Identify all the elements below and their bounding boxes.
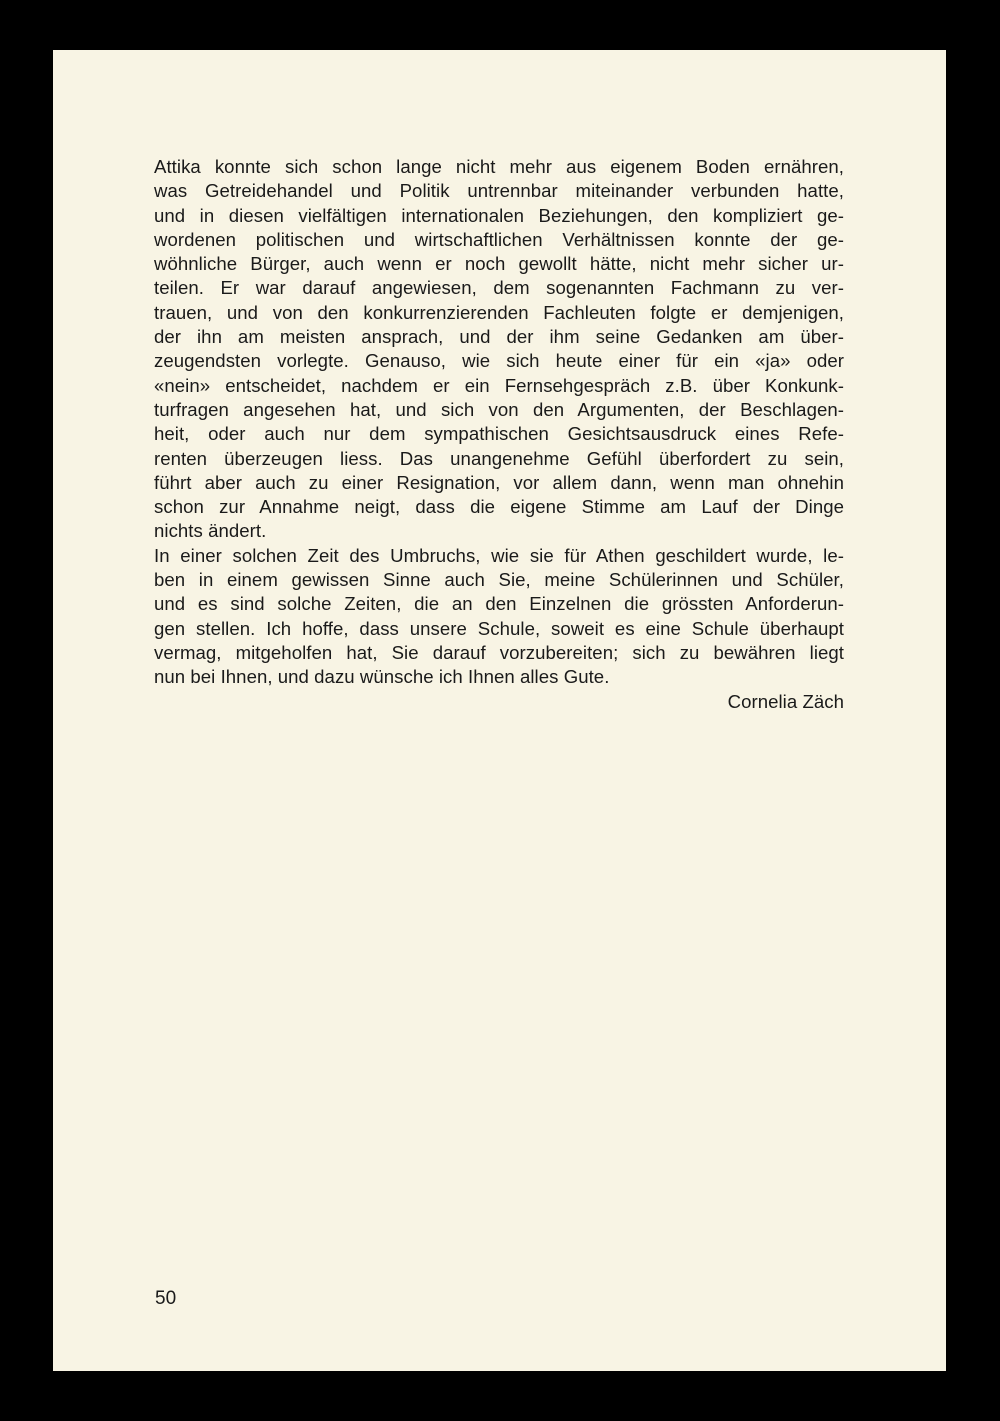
text-line: gen stellen. Ich hoffe, dass unsere Schule, soweit es eine Schule überhaupt (154, 617, 844, 639)
text-line: trauen, und von den konkurrenzierenden Fachleuten folgte er demjenigen, (154, 301, 844, 323)
text-line: ben in einem gewissen Sinne auch Sie, meine Schülerinnen und Schüler, (154, 569, 844, 591)
text-line: vermag, mitgeholfen hat, Sie darauf vorzubereiten; sich zu bewähren liegt (154, 641, 844, 663)
text-line: «nein» entscheidet, nachdem er ein Fernsehgespräch z.B. über Konkunk- (154, 374, 844, 396)
text-line: heit, oder auch nur dem sympathischen Gesichtsausdruck eines Refe- (154, 423, 844, 445)
text-line: teilen. Er war darauf angewiesen, dem sogenannten Fachmann zu ver- (154, 277, 844, 299)
page-number: 50 (155, 1288, 177, 1309)
text-line: nichts ändert. (154, 520, 267, 542)
letter-body (154, 155, 844, 714)
text-line: führt aber auch zu einer Resignation, vor allem dann, wenn man ohnehin (154, 471, 844, 493)
paragraph (154, 544, 844, 690)
text-line: schon zur Annahme neigt, dass die eigene Stimme am Lauf der Dinge (154, 496, 844, 518)
text-line: und es sind solche Zeiten, die an den Einzelnen die grössten Anforderun- (154, 593, 844, 615)
text-line: zeugendsten vorlegte. Genauso, wie sich heute einer für ein «ja» oder (154, 350, 844, 372)
text-line: wöhnliche Bürger, auch wenn er noch gewollt hätte, nicht mehr sicher ur- (154, 253, 844, 275)
text-line: In einer solchen Zeit des Umbruchs, wie sie für Athen geschildert wurde, le- (154, 544, 844, 566)
paragraph (154, 155, 844, 544)
text-line: turfragen angesehen hat, und sich von den Argumenten, der Beschlagen- (154, 398, 844, 420)
text-line: wordenen politischen und wirtschaftlichen Verhältnissen konnte der ge- (154, 228, 844, 250)
text-line: der ihn am meisten ansprach, und der ihm seine Gedanken am über- (154, 326, 844, 348)
text-line: was Getreidehandel und Politik untrennbar miteinander verbunden hatte, (154, 180, 844, 202)
signature: Cornelia Zäch (727, 690, 844, 712)
text-line: nun bei Ihnen, und dazu wünsche ich Ihnen alles Gute. (154, 666, 610, 688)
text-line: Attika konnte sich schon lange nicht mehr aus eigenem Boden ernähren, (154, 156, 844, 177)
document-page (53, 50, 946, 1371)
text-line: renten überzeugen liess. Das unangenehme Gefühl überfordert zu sein, (154, 447, 844, 469)
text-line: und in diesen vielfältigen internationalen Beziehungen, den kompliziert ge- (154, 204, 844, 226)
